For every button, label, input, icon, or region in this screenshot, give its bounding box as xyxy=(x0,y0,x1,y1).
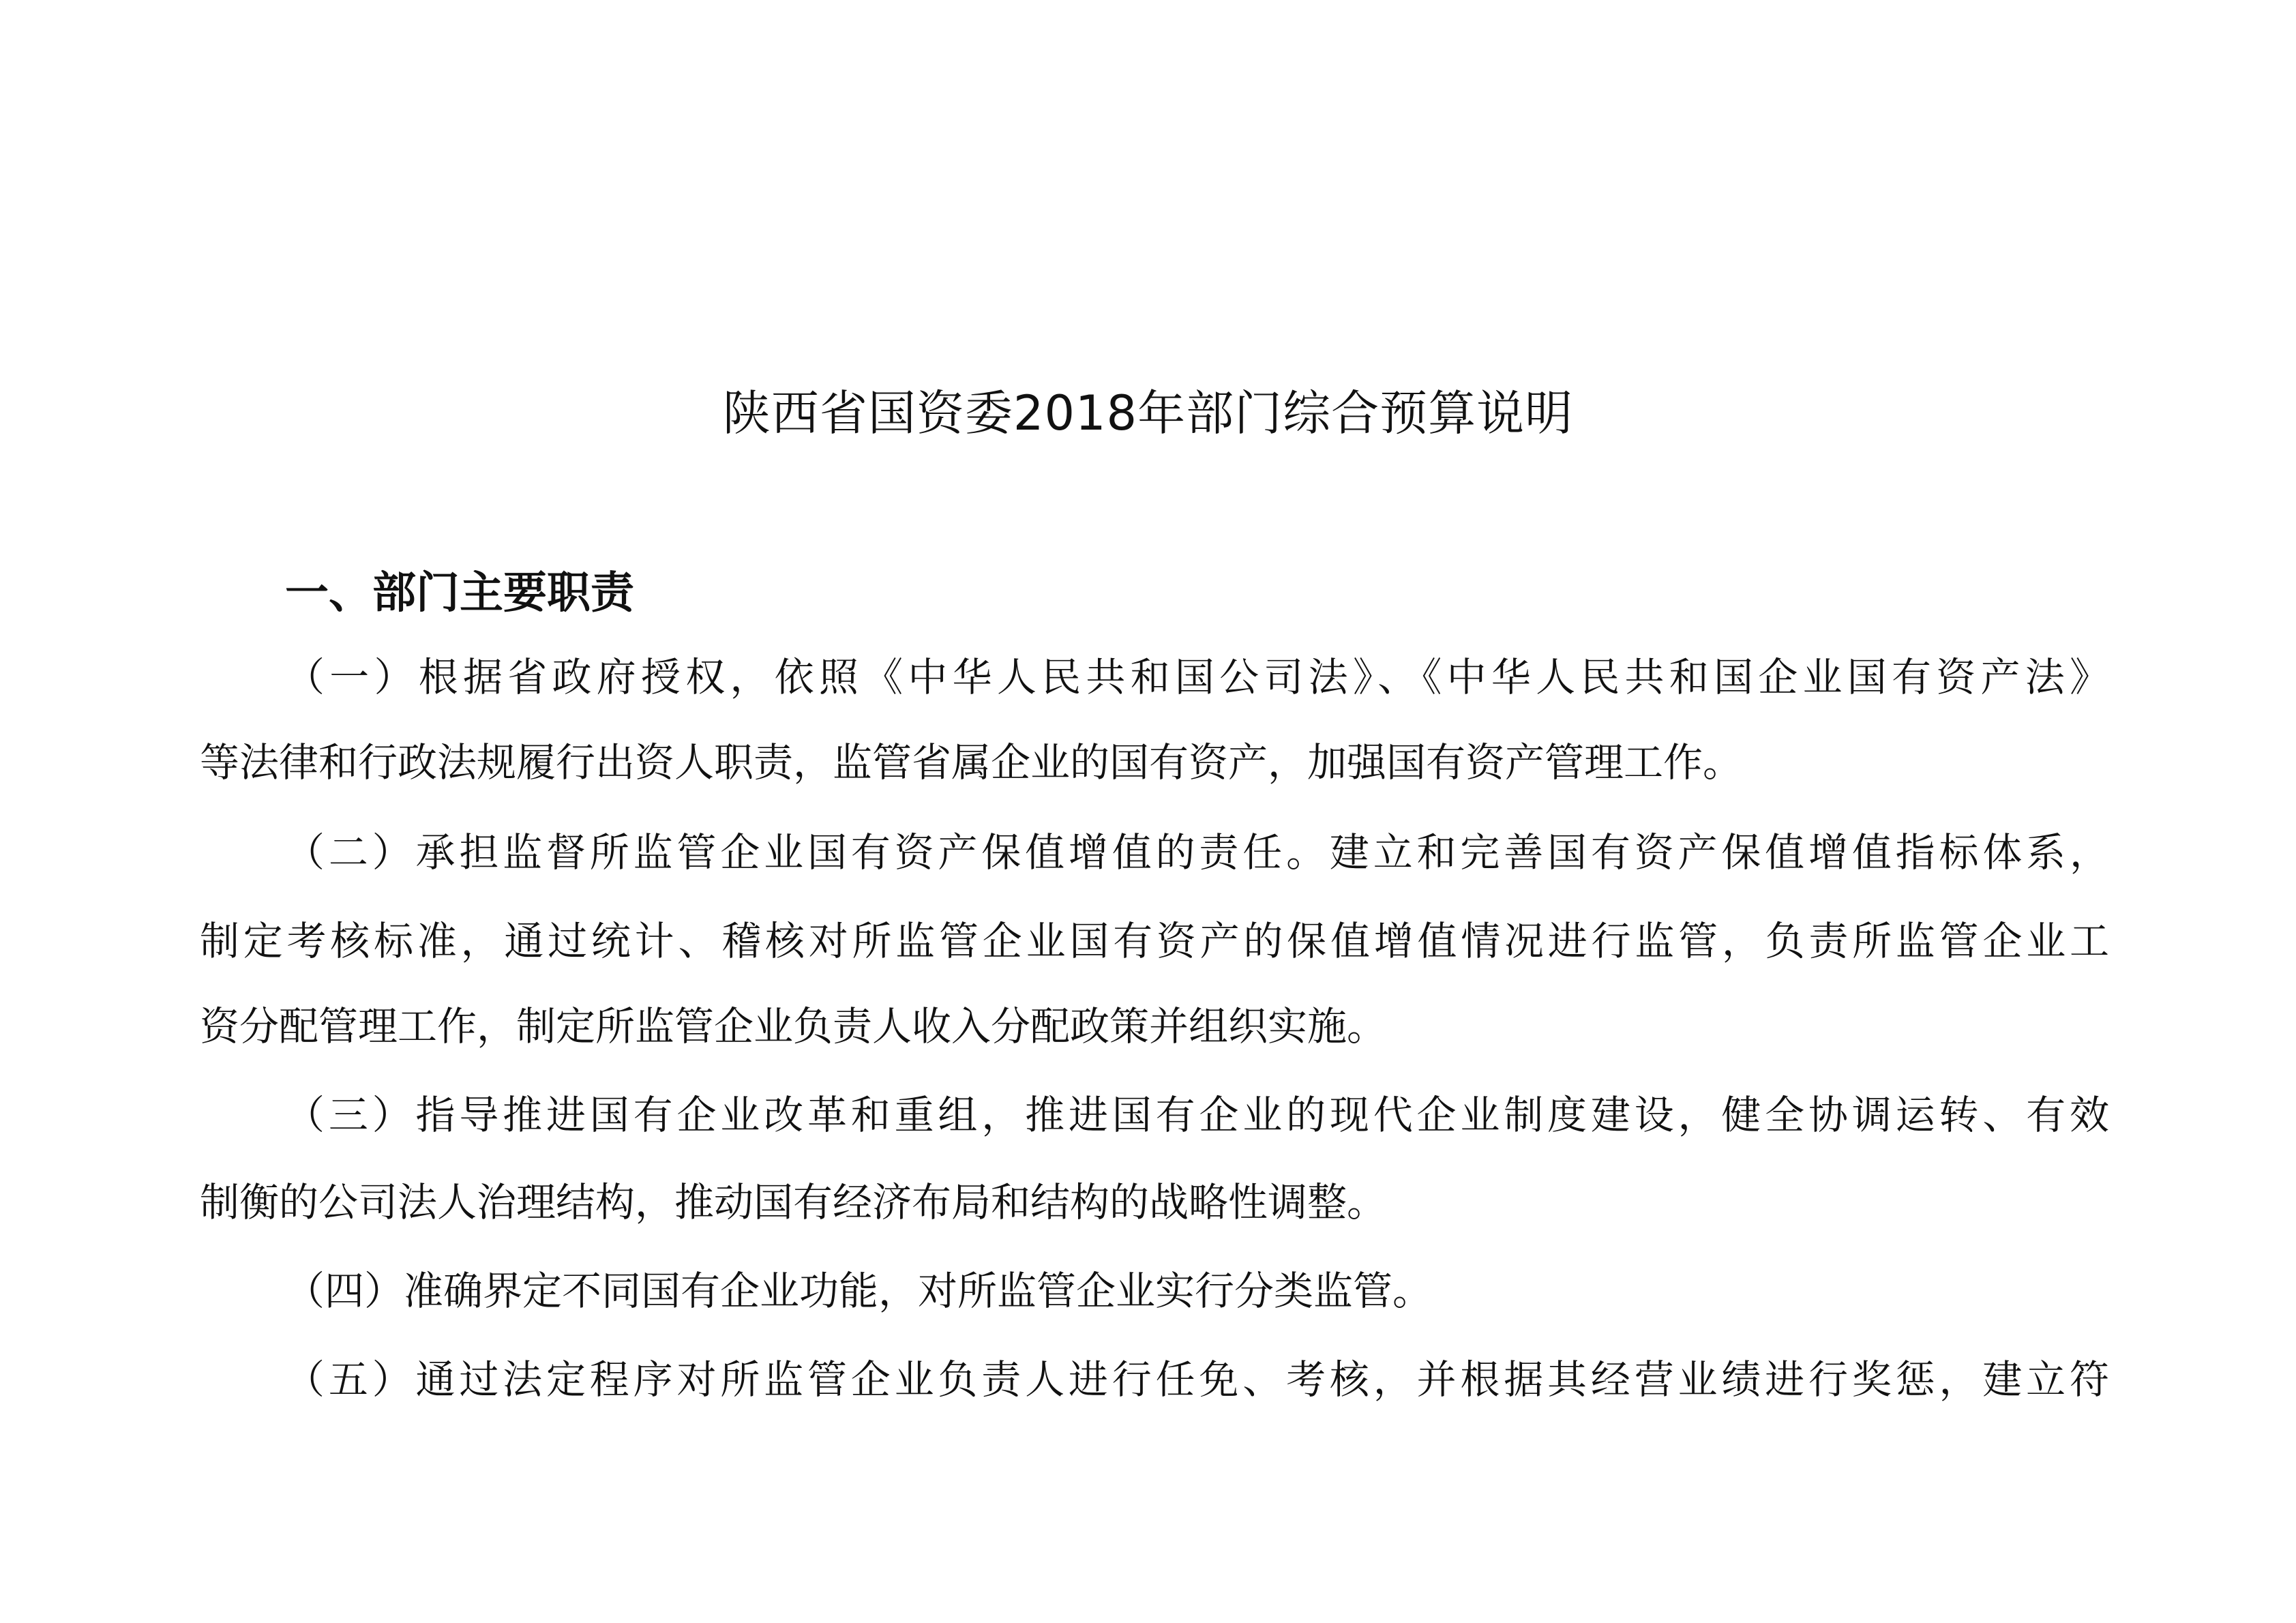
paragraph-line: （五）通过法定程序对所监管企业负责人进行任免、考核，并根据其经营业绩进行奖惩，建立符 xyxy=(285,1356,2109,1403)
paragraph-line: （二）承担监督所监管企业国有资产保值增值的责任。建立和完善国有资产保值增值指标体系， xyxy=(285,829,2109,876)
paragraph-line: （三）指导推进国有企业改革和重组，推进国有企业的现代企业制度建设，健全协调运转、有效 xyxy=(285,1092,2109,1138)
page-title: 陕西省国资委2018年部门综合预算说明 xyxy=(722,385,1574,441)
paragraph-line: 等法律和行政法规履行出资人职责，监管省属企业的国有资产，加强国有资产管理工作。 xyxy=(200,739,1743,786)
paragraph-line: （一）根据省政府授权，依照《中华人民共和国公司法》、《中华人民共和国企业国有资产法》 xyxy=(285,654,2109,700)
section-heading: 一、部门主要职责 xyxy=(285,568,634,619)
paragraph-line: 资分配管理工作，制定所监管企业负责人收入分配政策并组织实施。 xyxy=(200,1003,1387,1049)
paragraph-line: 制定考核标准，通过统计、稽核对所监管企业国有资产的保值增值情况进行监管，负责所监管企业工 xyxy=(200,918,2109,964)
paragraph-line: （四）准确界定不同国有企业功能，对所监管企业实行分类监管。 xyxy=(285,1268,1433,1314)
paragraph-line: 制衡的公司法人治理结构，推动国有经济布局和结构的战略性调整。 xyxy=(200,1179,1387,1225)
